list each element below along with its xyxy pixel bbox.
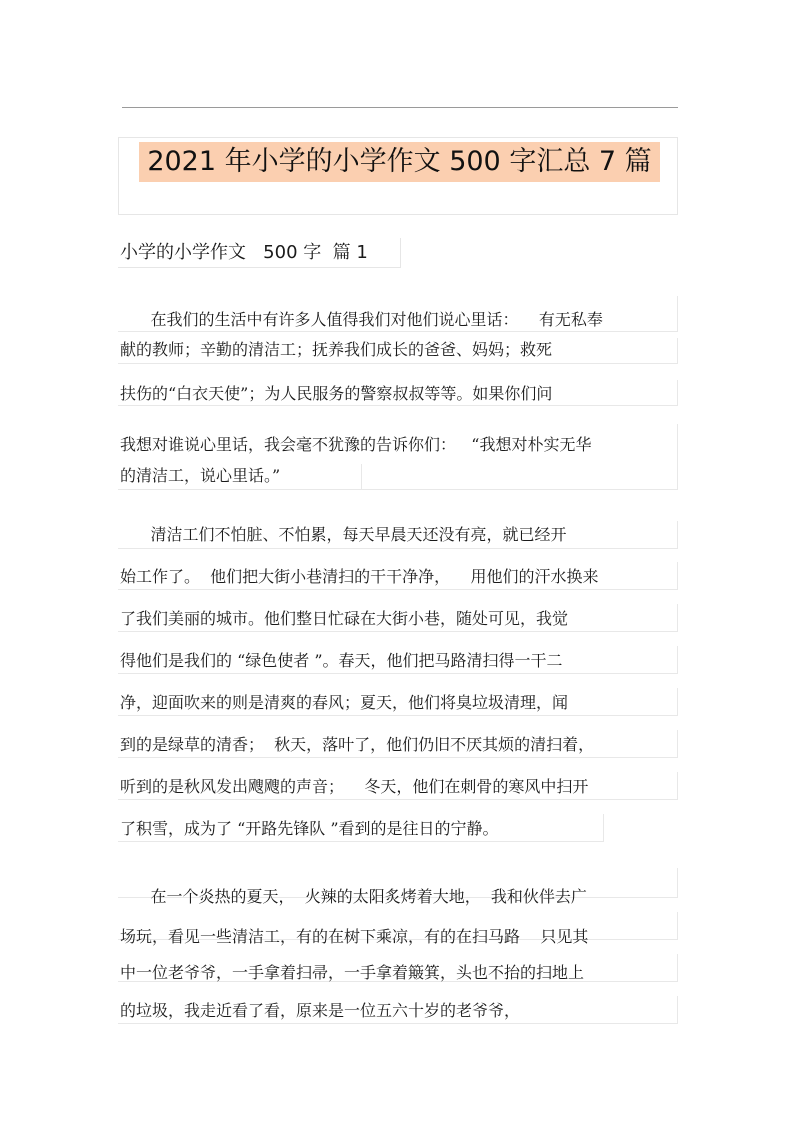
paragraph-line: 在一个炎热的夏天， 火辣的太阳炙烤着大地， 我和伙伴去广 xyxy=(120,887,587,906)
top-rule xyxy=(122,107,678,108)
paragraph-line: 到的是绿草的清香； 秋天，落叶了，他们仍旧不厌其烦的清扫着， xyxy=(120,735,595,754)
paragraph-line: 扶伤的“白衣天使”；为人民服务的警察叔叔等等。如果你们问 xyxy=(120,384,553,403)
paragraph-line: 得他们是我们的 “绿色使者 ”。春天，他们把马路清扫得一干二 xyxy=(120,651,563,670)
paragraph-line: 场玩，看见一些清洁工，有的在树下乘凉，有的在扫马路 只见其 xyxy=(120,927,589,946)
paragraph-line: 净，迎面吹来的则是清爽的春风；夏天，他们将臭垃圾清理，闻 xyxy=(120,693,569,712)
paragraph-line: 的清洁工，说心里话。” xyxy=(120,466,281,485)
paragraph-line: 在我们的生活中有许多人值得我们对他们说心里话： 有无私奉 xyxy=(120,310,603,329)
document-title: 2021 年小学的小学作文 500 字汇总 7 篇 xyxy=(147,146,652,177)
section-heading: 小学的小学作文 500 字 篇 1 xyxy=(120,242,368,263)
paragraph-line: 献的教师；辛勤的清洁工；抚养我们成长的爸爸、妈妈；救死 xyxy=(120,340,553,359)
paragraph-line: 我想对谁说心里话，我会毫不犹豫的告诉你们： “我想对朴实无华 xyxy=(120,435,592,454)
paragraph-line: 听到的是秋风发出飕飕的声音； 冬天，他们在刺骨的寒风中扫开 xyxy=(120,777,589,796)
paragraph-line: 中一位老爷爷，一手拿着扫帚，一手拿着簸箕，头也不抬的扫地上 xyxy=(120,963,585,982)
paragraph-line: 始工作了。 他们把大街小巷清扫的干干净净， 用他们的汗水换来 xyxy=(120,567,599,586)
paragraph-line: 的垃圾，我走近看了看，原来是一位五六十岁的老爷爷， xyxy=(120,1001,521,1020)
paragraph-line: 清洁工们不怕脏、不怕累，每天早晨天还没有亮，就已经开 xyxy=(120,525,567,544)
paragraph-line: 了积雪，成为了 “开路先锋队 ”看到的是往日的宁静。 xyxy=(120,819,499,838)
paragraph-line: 了我们美丽的城市。他们整日忙碌在大街小巷，随处可见，我觉 xyxy=(120,609,569,628)
